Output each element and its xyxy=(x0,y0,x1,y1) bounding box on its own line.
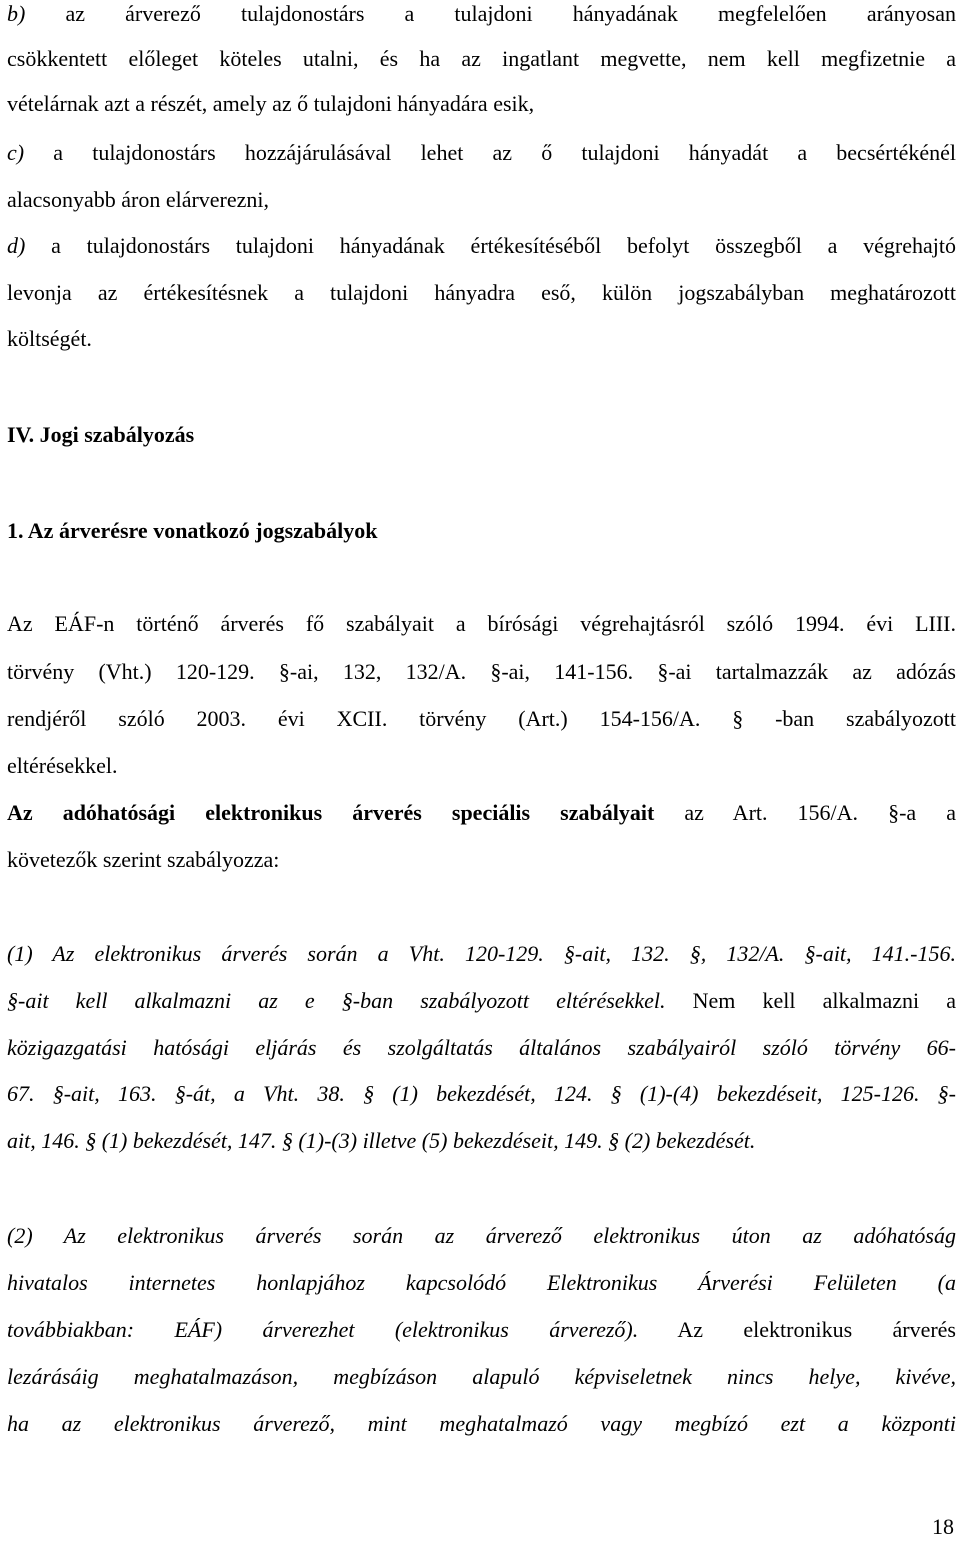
para-b-line-1: b) az árverező tulajdonostárs a tulajdoni hányadának megfelelően arányosan xyxy=(7,1,956,26)
para-d-line-3: költségét. xyxy=(7,326,92,351)
para-2-line-1: (2) Az elektronikus árverés során az árverező elektronikus úton az adóhatóság xyxy=(7,1223,956,1248)
subsection-heading: 1. Az árverésre vonatkozó jogszabályok xyxy=(7,518,378,543)
para-1-line-4: 67. §-ait, 163. §-át, a Vht. 38. § (1) bekezdését, 124. § (1)-(4) bekezdéseit, 125-126. §- xyxy=(7,1081,956,1106)
section-heading: IV. Jogi szabályozás xyxy=(7,422,195,447)
para-1-line-3: közigazgatási hatósági eljárás és szolgáltatás általános szabályairól szóló törvény 66- xyxy=(7,1035,956,1060)
para-b-line-3: vételárnak azt a részét, amely az ő tulajdoni hányadára esik, xyxy=(7,91,535,116)
special-bold-text: Az adóhatósági elektronikus árverés speciális szabályait xyxy=(7,800,655,825)
para-2-line-2: hivatalos internetes honlapjához kapcsolódó Elektronikus Árverési Felületen (a xyxy=(7,1270,956,1295)
rules-line-2: törvény (Vht.) 120-129. §-ai, 132, 132/A. §-ai, 141-156. §-ai tartalmazzák az adózás xyxy=(7,659,956,684)
para-d-line-2: levonja az értékesítésnek a tulajdoni hányadra eső, külön jogszabályban meghatározott xyxy=(7,280,956,305)
para-c-label: c) xyxy=(7,140,25,165)
para-b-label: b) xyxy=(7,1,26,26)
para-c-line-1: c) a tulajdonostárs hozzájárulásával lehet az ő tulajdoni hányadát a becsértékénél xyxy=(7,140,956,165)
para-1-line-5: ait, 146. § (1) bekezdését, 147. § (1)-(3) illetve (5) bekezdéseit, 149. § (2) bekezdését. xyxy=(7,1128,756,1153)
page-number: 18 xyxy=(932,1514,954,1539)
rules-line-1: Az EÁF-n történő árverés fő szabályait a bírósági végrehajtásról szóló 1994. évi LIII. xyxy=(7,611,956,636)
para-c-line-2: alacsonyabb áron elárverezni, xyxy=(7,187,270,212)
para-b-line-2: csökkentett előleget köteles utalni, és ha az ingatlant megvette, nem kell megfizetnie a xyxy=(7,46,956,71)
para-d-line-1: d) a tulajdonostárs tulajdoni hányadának értékesítéséből befolyt összegből a végrehajtó xyxy=(7,233,956,258)
special-line-1: Az adóhatósági elektronikus árverés speciális szabályait az Art. 156/A. §-a a xyxy=(7,800,956,825)
rules-line-4: eltérésekkel. xyxy=(7,753,118,778)
para-2-line-4: lezárásáig meghatalmazáson, megbízáson alapuló képviseletnek nincs helye, kivéve, xyxy=(7,1364,956,1389)
para-2-line-3: továbbiakban: EÁF) árverezhet (elektronikus árverező). Az elektronikus árverés xyxy=(7,1317,956,1342)
para-d-label: d) xyxy=(7,233,26,258)
para-1-line-2: §-ait kell alkalmazni az e §-ban szabályozott eltérésekkel. Nem kell alkalmazni a xyxy=(7,988,957,1013)
special-line-2: követezők szerint szabályozza: xyxy=(7,847,280,872)
rules-line-3: rendjéről szóló 2003. évi XCII. törvény (Art.) 154-156/A. § -ban szabályozott xyxy=(7,706,956,731)
para-2-line-5: ha az elektronikus árverező, mint meghatalmazó vagy megbízó ezt a központi xyxy=(7,1411,956,1436)
para-1-line-1: (1) Az elektronikus árverés során a Vht. 120-129. §-ait, 132. §, 132/A. §-ait, 141.-156. xyxy=(7,941,956,966)
